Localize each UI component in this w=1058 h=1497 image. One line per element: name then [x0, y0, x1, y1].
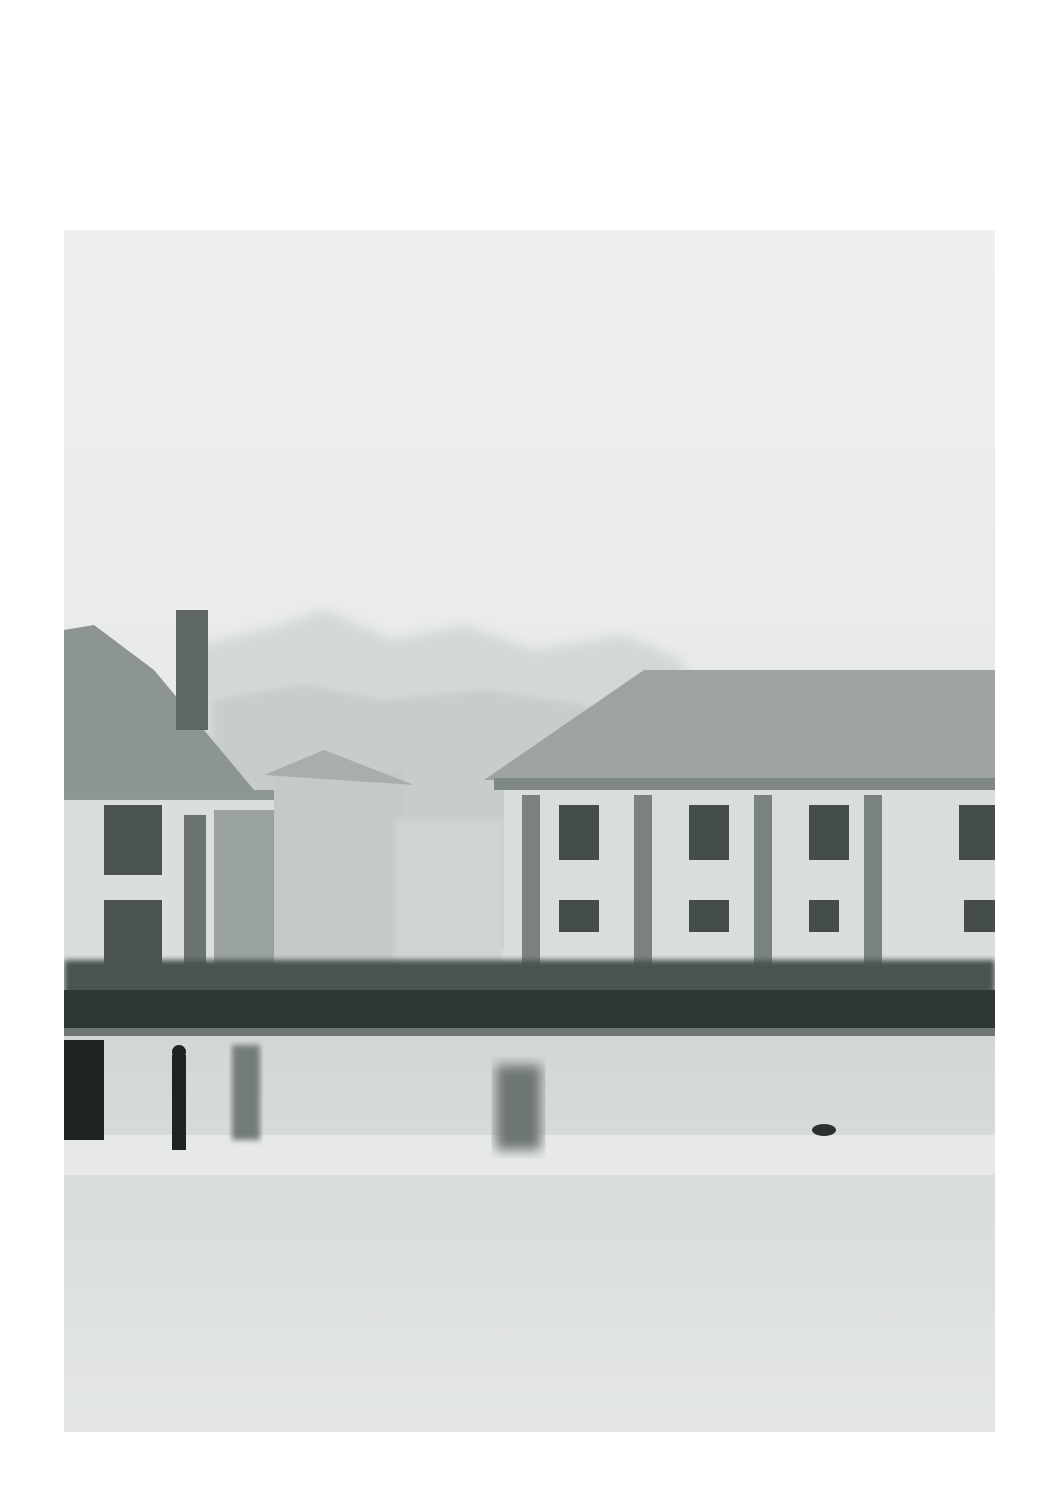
decorative-dotted-line-bottom [540, 1430, 700, 1497]
decorative-dotted-line-top [740, 80, 780, 230]
courtyard-photograph [64, 230, 995, 1432]
